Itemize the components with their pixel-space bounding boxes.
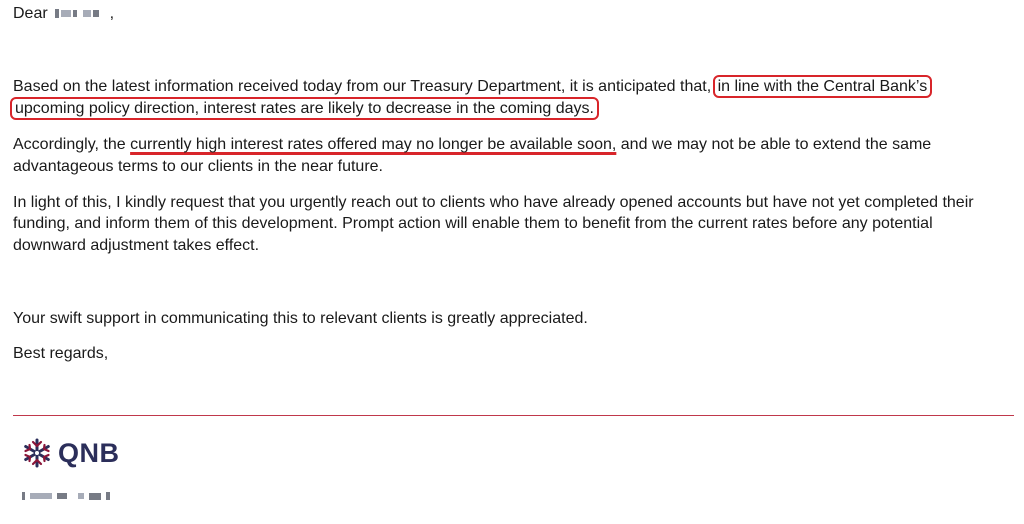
paragraph-4: [13, 309, 588, 329]
greeting-suffix: ,: [109, 5, 115, 22]
p1-highlight-b: upcoming policy direction, interest rates are likely to decrease in the coming days.: [15, 100, 594, 117]
redacted-recipient-name: [55, 5, 105, 22]
redacted-sender-name: [22, 492, 112, 500]
qnb-logo-text: QNB: [58, 437, 120, 468]
paragraph-3-line-2: [13, 214, 933, 234]
p2-text-c: and we may not be able to extend the same: [620, 136, 932, 153]
p2-text-a: Accordingly, the: [13, 136, 126, 153]
p3-text-b: funding, and inform them of this development. Prompt action will enable them to benefit from the current rates before any potential: [13, 215, 933, 232]
paragraph-2-line-2: [13, 157, 383, 177]
p4-text: Your swift support in communicating this to relevant clients is greatly appreciated.: [13, 310, 588, 327]
p3-text-c: downward adjustment takes effect.: [13, 237, 260, 254]
greeting-line: [13, 4, 114, 24]
signature-divider: [13, 415, 1014, 416]
paragraph-1-line-2: [13, 99, 596, 119]
p2-text-d: advantageous terms to our clients in the near future.: [13, 158, 383, 175]
p1-text-a: Based on the latest information received today from our Treasury Department, it is anticipated that,: [13, 78, 712, 95]
greeting: Dear: [13, 5, 48, 22]
paragraph-3-line-1: [13, 193, 974, 213]
paragraph-2-line-1: [13, 135, 931, 155]
qnb-snowflake-icon: [22, 438, 52, 468]
p3-text-a: In light of this, I kindly request that you urgently reach out to clients who have already opened accounts but have not yet completed their: [13, 194, 974, 211]
p2-underlined: currently high interest rates offered may no longer be available soon,: [130, 136, 617, 153]
closing-text: Best regards,: [13, 345, 109, 362]
p1-highlight-a: in line with the Central Bank’s: [717, 78, 928, 95]
qnb-logo: [22, 437, 120, 469]
paragraph-1-line-1: [13, 77, 929, 97]
closing: [13, 344, 108, 364]
paragraph-3-line-3: [13, 236, 259, 256]
